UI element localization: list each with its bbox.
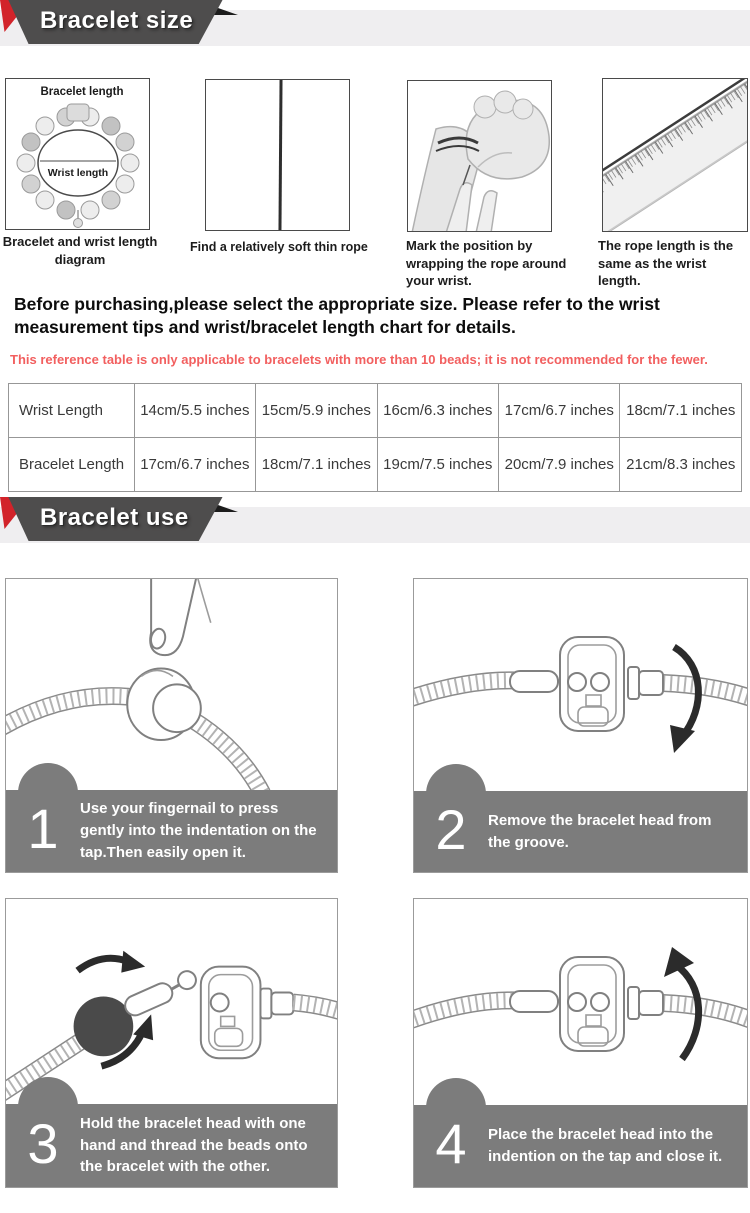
table-row-bracelet	[9, 438, 742, 492]
step-2-text: Remove the bracelet head from the groove.	[488, 811, 712, 851]
table-cell: 20cm/7.9 inches	[499, 438, 620, 492]
bracelet-size-title: Bracelet size	[40, 7, 194, 34]
step-3-illustration	[6, 899, 337, 1104]
table-cell: 18cm/7.1 inches	[620, 384, 742, 438]
bracelet-length-label: Bracelet length	[40, 86, 124, 98]
step-3-number: 3	[27, 1111, 59, 1175]
bracelet-use-banner	[0, 497, 260, 543]
step-2-caption-bar	[414, 791, 747, 872]
bracelet-use-title: Bracelet use	[40, 504, 189, 531]
step-1-text: Use your fingernail to press gently into the indentation on the tap.Then easily open it.	[80, 800, 317, 861]
step-1-illustration	[6, 579, 337, 790]
bracelet-diagram-panel	[5, 78, 150, 230]
rope-illustration	[278, 80, 282, 230]
table-cell: 14cm/5.5 inches	[134, 384, 255, 438]
step-4-panel	[413, 898, 748, 1188]
step-4-text: Place the bracelet head into the indention on the tap and close it.	[488, 1126, 723, 1165]
reference-table-warning: This reference table is only applicable to bracelets with more than 10 beads; it is not recommended for the fewer.	[10, 352, 708, 367]
rope-panel	[205, 79, 350, 231]
sizing-intro-text: Before purchasing,please select the appropriate size. Please refer to the wrist measurement tips and wrist/bracelet length chart for details.	[14, 294, 660, 338]
step-1-caption-bar	[6, 790, 337, 872]
step-4-illustration	[414, 899, 747, 1105]
table-cell: 21cm/8.3 inches	[620, 438, 742, 492]
wrist-length-header: Wrist Length	[9, 384, 135, 438]
ruler-panel	[602, 78, 748, 232]
wrist-wrap-panel	[407, 80, 552, 232]
step-2-illustration	[414, 579, 747, 791]
wrist-wrap-illustration	[408, 81, 551, 231]
bracelet-length-header: Bracelet Length	[9, 438, 135, 492]
step-2-number: 2	[435, 797, 467, 861]
caption-ruler: The rope length is the same as the wrist length.	[598, 238, 734, 289]
table-cell: 18cm/7.1 inches	[256, 438, 377, 492]
step-1-panel	[5, 578, 338, 873]
size-chart-table	[8, 383, 742, 492]
table-cell: 17cm/6.7 inches	[499, 384, 620, 438]
table-cell: 17cm/6.7 inches	[134, 438, 255, 492]
step-4-number: 4	[435, 1112, 467, 1175]
caption-bracelet-diagram: Bracelet and wrist length diagram	[2, 234, 158, 267]
step-1-number: 1	[27, 796, 59, 860]
ruler-illustration	[603, 79, 747, 231]
step-3-panel	[5, 898, 338, 1188]
wrist-length-label: Wrist length	[47, 167, 109, 179]
table-cell: 19cm/7.5 inches	[377, 438, 498, 492]
caption-wrist-wrap: Mark the position by wrapping the rope around your wrist.	[406, 238, 567, 289]
caption-rope: Find a relatively soft thin rope	[190, 240, 368, 254]
table-cell: 16cm/6.3 inches	[377, 384, 498, 438]
step-2-panel	[413, 578, 748, 873]
step-3-text: Hold the bracelet head with one hand and thread the beads onto the bracelet with the other.	[80, 1114, 308, 1176]
bracelet-size-banner	[0, 0, 260, 46]
table-row-wrist	[9, 384, 742, 438]
step-4-caption-bar	[414, 1105, 747, 1187]
step-3-caption-bar	[6, 1104, 337, 1187]
table-cell: 15cm/5.9 inches	[256, 384, 377, 438]
bracelet-diagram-illustration	[6, 79, 149, 229]
